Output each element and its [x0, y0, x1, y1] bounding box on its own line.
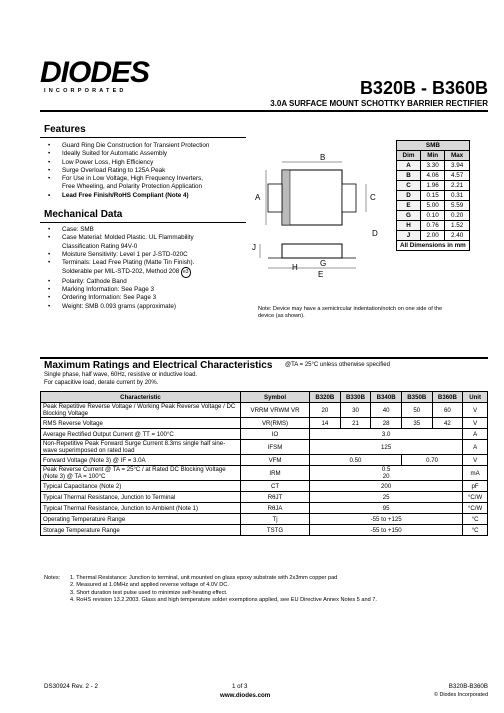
ratings-row	[41, 455, 488, 466]
dim-value: 2.00	[420, 231, 444, 241]
mech-item: • Ordering Information: See Page 3	[48, 294, 248, 302]
ratings-header: B360B	[432, 392, 463, 403]
ratings-symbol: VR(RMS)	[241, 418, 310, 429]
footer-url[interactable]: www.diodes.com	[220, 692, 271, 699]
ratings-characteristic: Typical Thermal Resistance, Junction to Terminal	[41, 492, 241, 503]
ratings-header: B340B	[371, 392, 402, 403]
ratings-characteristic: Operating Temperature Range	[41, 514, 241, 525]
page-title: B320B - B360B	[359, 78, 488, 98]
dim-label: J	[397, 231, 421, 241]
feature-item: • Low Power Loss, High Efficiency	[48, 159, 248, 167]
dim-value: 0.20	[445, 211, 469, 221]
dim-value: 3.30	[420, 161, 444, 171]
ratings-value-line: 95	[382, 504, 390, 512]
ratings-value-line: 200	[381, 482, 392, 490]
notes	[44, 575, 377, 605]
dim-value: 2.40	[445, 231, 469, 241]
ratings-value	[310, 440, 463, 455]
e3-badge-icon: e3	[181, 267, 191, 277]
feature-item: • For Use in Low Voltage, High Frequency Inverters, Free Wheeling, and Polarity Protection Application	[48, 175, 248, 192]
dim-label-a: A	[255, 193, 261, 202]
ratings-value: 0.50	[310, 455, 402, 466]
ratings-unit: V	[463, 418, 488, 429]
ratings-header: Symbol	[241, 392, 310, 403]
ratings-header: Unit	[463, 392, 488, 403]
ratings-value-line: -55 to +150	[370, 526, 402, 534]
footer-part: B320B-B360B	[448, 683, 488, 690]
dim-label-j: J	[252, 243, 256, 252]
dim-value: 5.00	[420, 201, 444, 211]
dim-header: Dim	[397, 151, 421, 161]
dim-label: E	[397, 201, 421, 211]
ratings-value: 40	[371, 403, 402, 418]
mech-list	[48, 226, 248, 311]
features-rule	[40, 137, 246, 138]
ratings-value-line: 25	[382, 493, 390, 501]
dim-header: Min	[420, 151, 444, 161]
ratings-value	[310, 429, 463, 440]
ratings-row	[41, 440, 488, 455]
ratings-characteristic: RMS Reverse Voltage	[41, 418, 241, 429]
ratings-value-line: 3.0	[381, 430, 391, 438]
dim-label: B	[397, 171, 421, 181]
ratings-header: Characteristic	[41, 392, 241, 403]
ratings-intro-2: For capacitive load, derate current by 20%.	[44, 380, 159, 386]
ratings-row	[41, 481, 488, 492]
dim-label-g: G	[320, 259, 327, 268]
ratings-characteristic: Peak Reverse Current @ TA = 25°C / at Rated DC Blocking Voltage (Note 3) @ TA = 100°C	[41, 466, 241, 481]
page-subtitle: 3.0A SURFACE MOUNT SCHOTTKY BARRIER RECTIFIER	[270, 99, 488, 108]
ratings-symbol: VFM	[241, 455, 310, 466]
note-item: 4. RoHS revision 13.2.2003. Glass and high temperature solder exemptions applied, see EU Directive Annex Notes 5 and 7.	[70, 597, 377, 604]
ratings-header: B330B	[340, 392, 371, 403]
ratings-unit: °C	[463, 514, 488, 525]
ratings-row	[41, 514, 488, 525]
ratings-value	[310, 514, 463, 525]
feature-item: • Ideally Suited for Automatic Assembly	[48, 150, 248, 158]
ratings-intro-1: Single phase, half wave, 60Hz, resistive or inductive load.	[44, 372, 198, 378]
ratings-symbol: RθJT	[241, 492, 310, 503]
ratings-unit: °C	[463, 525, 488, 536]
ratings-value	[310, 525, 463, 536]
ratings-characteristic: Peak Repetitive Reverse Voltage / Working Peak Reverse Voltage / DC Blocking Voltage	[41, 403, 241, 418]
mech-item: • Case Material: Molded Plastic. UL Flammability Classification Rating 94V-0	[48, 234, 248, 251]
logo-text: DIODES	[40, 56, 150, 89]
ratings-symbol: RθJA	[241, 503, 310, 514]
ratings-value-line: 0.5	[381, 466, 391, 473]
note-item: 3. Short duration test pulse used to minimize self-heating effect.	[70, 589, 228, 596]
ratings-symbol: IRM	[241, 466, 310, 481]
ratings-symbol: VRRM VRWM VR	[241, 403, 310, 418]
ratings-value: 42	[432, 418, 463, 429]
dim-label-h: H	[292, 263, 298, 272]
dim-label: H	[397, 221, 421, 231]
dim-label-e: E	[318, 270, 324, 279]
ratings-row	[41, 429, 488, 440]
mech-item: • Polarity: Cathode Band	[48, 278, 248, 286]
diodes-logo	[40, 58, 162, 88]
dim-value: 1.96	[420, 181, 444, 191]
mech-title: Mechanical Data	[44, 209, 123, 220]
dim-label-d: D	[372, 229, 378, 238]
dim-package: SMB	[397, 141, 470, 151]
footer-copyright: © Diodes Incorporated	[433, 692, 488, 698]
ratings-table	[40, 391, 488, 536]
ratings-unit: mA	[463, 466, 488, 481]
notes-label: Notes:	[44, 575, 61, 581]
ratings-symbol: TSTG	[241, 525, 310, 536]
ratings-value-line: 125	[381, 443, 392, 451]
dim-value: 0.10	[420, 211, 444, 221]
ratings-value	[310, 481, 463, 492]
ratings-rule	[40, 357, 488, 359]
ratings-value: 35	[401, 418, 432, 429]
ratings-characteristic: Typical Capacitance (Note 2)	[41, 481, 241, 492]
dim-footer: All Dimensions in mm	[397, 241, 470, 251]
ratings-header: B350B	[401, 392, 432, 403]
diagram-note: Note: Device may have a semicircular indentation/notch on one side of the device (as shown).	[258, 306, 443, 319]
dim-value: 3.94	[445, 161, 469, 171]
dim-value: 2.21	[445, 181, 469, 191]
ratings-value	[310, 466, 463, 481]
ratings-value: 14	[310, 418, 341, 429]
dim-label: C	[397, 181, 421, 191]
ratings-value-line: 20	[382, 473, 390, 480]
dim-value: 0.31	[445, 191, 469, 201]
dim-label: G	[397, 211, 421, 221]
mech-item: • Weight: SMB 0.093 grams (approximate)	[48, 303, 248, 311]
footer-doc: DS30924 Rev. 2 - 2	[44, 683, 98, 690]
ratings-row	[41, 525, 488, 536]
feature-item: • Lead Free Finish/RoHS Compliant (Note 4)	[48, 192, 248, 200]
features-title: Features	[44, 124, 86, 135]
ratings-characteristic: Typical Thermal Resistance, Junction to Ambient (Note 1)	[41, 503, 241, 514]
header-rule	[40, 110, 488, 112]
ratings-unit: V	[463, 455, 488, 466]
dim-value: 5.59	[445, 201, 469, 211]
dim-label: A	[397, 161, 421, 171]
footer-page: 1 of 3	[232, 683, 248, 690]
ratings-symbol: IO	[241, 429, 310, 440]
dimensions-table	[396, 140, 470, 251]
mech-item: • Terminals: Lead Free Plating (Matte Tin Finish). Solderable per MIL-STD-202, Method 208 e3	[48, 259, 248, 278]
ratings-symbol: IFSM	[241, 440, 310, 455]
ratings-value-line: -55 to +125	[370, 515, 402, 523]
dim-label-b: B	[320, 153, 326, 162]
ratings-symbol: CT	[241, 481, 310, 492]
dim-value: 0.76	[420, 221, 444, 231]
mech-item: • Marking Information: See Page 3	[48, 286, 248, 294]
ratings-header: B320B	[310, 392, 341, 403]
ratings-value: 50	[401, 403, 432, 418]
ratings-row	[41, 503, 488, 514]
ratings-row	[41, 403, 488, 418]
ratings-row	[41, 466, 488, 481]
ratings-value: 30	[340, 403, 371, 418]
dim-value: 4.06	[420, 171, 444, 181]
ratings-characteristic: Non-Repetitive Peak Forward Surge Current 8.3ms single half sine-wave superimposed on rated load	[41, 440, 241, 455]
dim-value: 4.57	[445, 171, 469, 181]
mech-rule	[40, 222, 246, 223]
logo-subtext: INCORPORATED	[44, 88, 127, 94]
package-outline-diagram	[252, 148, 392, 280]
mech-item: • Case: SMB	[48, 226, 248, 234]
feature-item: • Surge Overload Rating to 125A Peak	[48, 167, 248, 175]
ratings-condition: @TA = 25°C unless otherwise specified	[285, 362, 390, 368]
dim-value: 0.15	[420, 191, 444, 201]
features-list	[48, 142, 248, 200]
ratings-value: 60	[432, 403, 463, 418]
ratings-row	[41, 492, 488, 503]
ratings-unit: °C/W	[463, 503, 488, 514]
ratings-row	[41, 418, 488, 429]
ratings-unit: A	[463, 440, 488, 455]
ratings-characteristic: Forward Voltage (Note 3) @ IF = 3.0A	[41, 455, 241, 466]
ratings-unit: V	[463, 403, 488, 418]
dim-label: D	[397, 191, 421, 201]
ratings-title: Maximum Ratings and Electrical Characteristics	[44, 360, 273, 371]
note-item: 2. Measured at 1.0MHz and applied reverse voltage of 4.0V DC.	[70, 582, 229, 589]
ratings-value: 20	[310, 403, 341, 418]
ratings-characteristic: Average Rectified Output Current @ TT = 100°C	[41, 429, 241, 440]
ratings-symbol: Tj	[241, 514, 310, 525]
ratings-value: 0.70	[401, 455, 462, 466]
feature-item: • Guard Ring Die Construction for Transient Protection	[48, 142, 248, 150]
mech-item: • Moisture Sensitivity: Level 1 per J-STD-020C	[48, 251, 248, 259]
note-item: 1. Thermal Resistance: Junction to terminal, unit mounted on glass epoxy substrate with 2x3mm copper pad	[70, 575, 338, 581]
ratings-value: 28	[371, 418, 402, 429]
dim-label-c: C	[370, 193, 376, 202]
ratings-value	[310, 503, 463, 514]
ratings-value: 21	[340, 418, 371, 429]
ratings-value	[310, 492, 463, 503]
dim-value: 1.52	[445, 221, 469, 231]
ratings-unit: A	[463, 429, 488, 440]
ratings-unit: pF	[463, 481, 488, 492]
dim-header: Max	[445, 151, 469, 161]
ratings-unit: °C/W	[463, 492, 488, 503]
ratings-characteristic: Storage Temperature Range	[41, 525, 241, 536]
